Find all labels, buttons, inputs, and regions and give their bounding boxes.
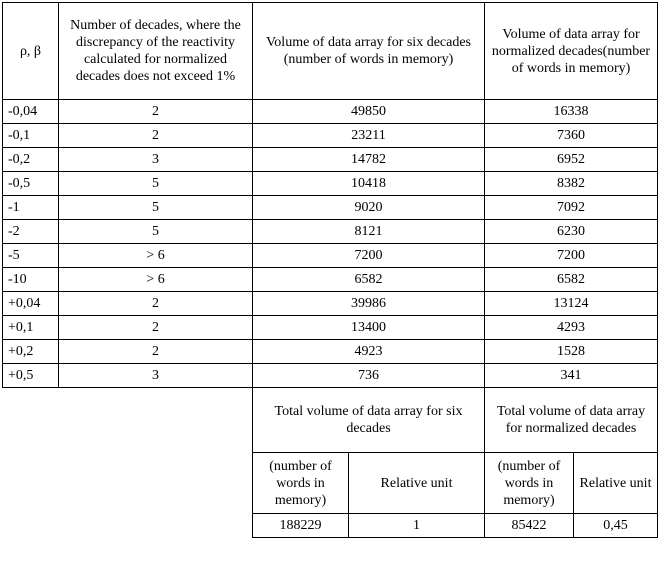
table-row (3, 148, 658, 172)
cell-volume-six-decades: 39986 (253, 292, 485, 316)
cell-decades: 5 (59, 196, 253, 220)
cell-decades: > 6 (59, 268, 253, 292)
cell-rho-beta: +0,5 (3, 364, 59, 388)
header-rho-beta: ρ, β (3, 3, 59, 100)
cell-rho-beta: -2 (3, 220, 59, 244)
total-normalized-relative-label: Relative unit (574, 453, 658, 514)
cell-volume-six-decades: 9020 (253, 196, 485, 220)
cell-decades: 3 (59, 148, 253, 172)
cell-volume-normalized-decades: 7360 (485, 124, 658, 148)
total-normalized-words-value: 85422 (485, 514, 574, 538)
reactivity-data-table (2, 2, 658, 538)
cell-volume-normalized-decades: 341 (485, 364, 658, 388)
table-row (3, 268, 658, 292)
cell-volume-normalized-decades: 16338 (485, 100, 658, 124)
cell-volume-normalized-decades: 6230 (485, 220, 658, 244)
total-six-decades-title: Total volume of data array for six decades (253, 388, 485, 453)
table-row (3, 100, 658, 124)
cell-rho-beta: -0,5 (3, 172, 59, 196)
cell-volume-normalized-decades: 8382 (485, 172, 658, 196)
cell-rho-beta: -5 (3, 244, 59, 268)
cell-volume-six-decades: 6582 (253, 268, 485, 292)
cell-volume-six-decades: 23211 (253, 124, 485, 148)
table-body (3, 3, 658, 538)
table-row (3, 316, 658, 340)
table-row (3, 340, 658, 364)
cell-decades: 3 (59, 364, 253, 388)
table-row (3, 364, 658, 388)
header-row (3, 3, 658, 100)
cell-volume-six-decades: 13400 (253, 316, 485, 340)
total-normalized-words-label: (number of words in memory) (485, 453, 574, 514)
total-normalized-decades-title: Total volume of data array for normalized decades (485, 388, 658, 453)
empty-corner (3, 388, 253, 538)
cell-rho-beta: +0,04 (3, 292, 59, 316)
table-row (3, 124, 658, 148)
table-row (3, 244, 658, 268)
header-volume-normalized-decades: Volume of data array for normalized decades(number of words in memory) (485, 3, 658, 100)
table-row (3, 220, 658, 244)
cell-volume-six-decades: 49850 (253, 100, 485, 124)
cell-rho-beta: -0,04 (3, 100, 59, 124)
cell-decades: 5 (59, 220, 253, 244)
table-row (3, 196, 658, 220)
total-six-words-label: (number of words in memory) (253, 453, 349, 514)
cell-volume-normalized-decades: 7092 (485, 196, 658, 220)
cell-decades: 5 (59, 172, 253, 196)
table-row (3, 172, 658, 196)
cell-rho-beta: +0,1 (3, 316, 59, 340)
cell-decades: 2 (59, 340, 253, 364)
cell-volume-normalized-decades: 6582 (485, 268, 658, 292)
cell-volume-six-decades: 10418 (253, 172, 485, 196)
totals-title-row (3, 388, 658, 453)
cell-decades: 2 (59, 316, 253, 340)
cell-volume-six-decades: 736 (253, 364, 485, 388)
cell-rho-beta: -0,1 (3, 124, 59, 148)
cell-rho-beta: -0,2 (3, 148, 59, 172)
total-six-words-value: 188229 (253, 514, 349, 538)
total-six-relative-label: Relative unit (349, 453, 485, 514)
cell-decades: 2 (59, 292, 253, 316)
cell-volume-six-decades: 4923 (253, 340, 485, 364)
cell-volume-six-decades: 7200 (253, 244, 485, 268)
header-decades: Number of decades, where the discrepancy of the reactivity calculated for normalized decades does not exceed 1% (59, 3, 253, 100)
header-volume-six-decades: Volume of data array for six decades (number of words in memory) (253, 3, 485, 100)
cell-volume-normalized-decades: 7200 (485, 244, 658, 268)
cell-volume-normalized-decades: 6952 (485, 148, 658, 172)
cell-rho-beta: -10 (3, 268, 59, 292)
cell-rho-beta: -1 (3, 196, 59, 220)
cell-rho-beta: +0,2 (3, 340, 59, 364)
cell-volume-normalized-decades: 4293 (485, 316, 658, 340)
cell-volume-normalized-decades: 1528 (485, 340, 658, 364)
total-normalized-relative-value: 0,45 (574, 514, 658, 538)
table-row (3, 292, 658, 316)
cell-volume-six-decades: 8121 (253, 220, 485, 244)
cell-decades: 2 (59, 124, 253, 148)
cell-volume-six-decades: 14782 (253, 148, 485, 172)
cell-decades: 2 (59, 100, 253, 124)
cell-volume-normalized-decades: 13124 (485, 292, 658, 316)
total-six-relative-value: 1 (349, 514, 485, 538)
cell-decades: > 6 (59, 244, 253, 268)
